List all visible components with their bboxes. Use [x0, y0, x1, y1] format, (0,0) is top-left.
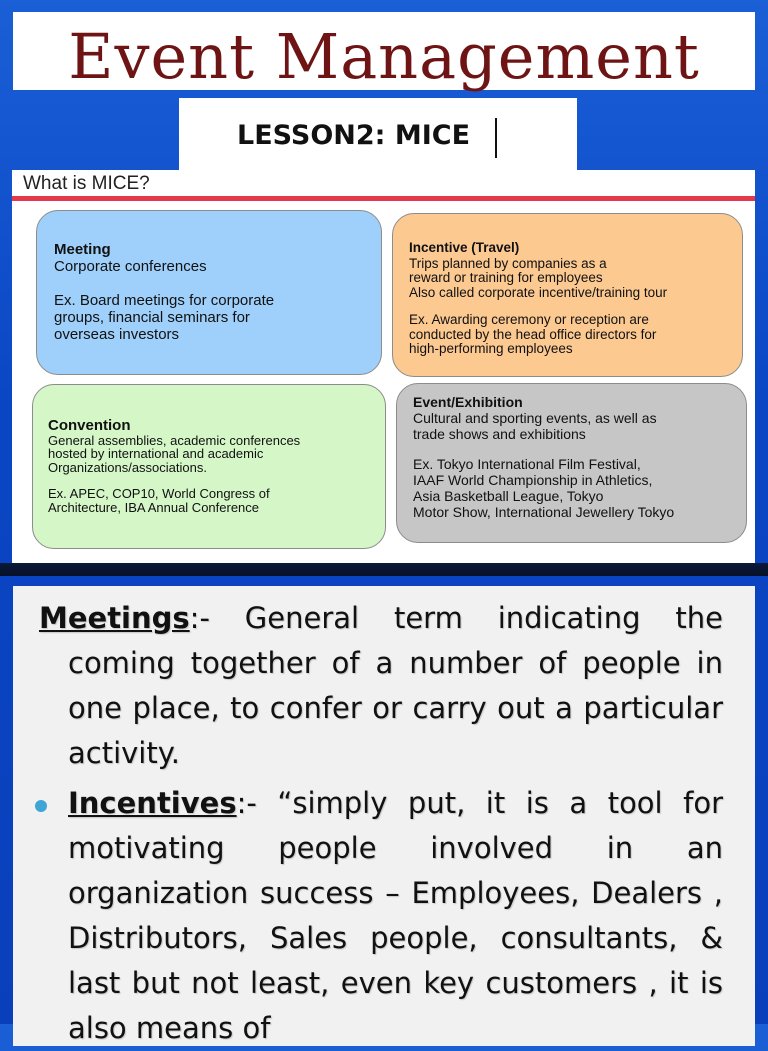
event-description: Cultural and sporting events, as well as trade shows and exhibitions — [413, 410, 657, 442]
mice-diagram — [12, 170, 755, 563]
meetings-paragraph — [39, 596, 723, 776]
slide-separator — [0, 563, 768, 576]
lesson-banner — [179, 98, 577, 170]
event-exhibition-card — [396, 383, 747, 543]
meeting-card — [36, 210, 382, 375]
heading-divider — [12, 196, 755, 201]
incentives-paragraph — [68, 781, 723, 1051]
definitions-panel — [13, 586, 755, 1046]
convention-example: Ex. APEC, COP10, World Congress of Architecture, IBA Annual Conference — [48, 486, 270, 515]
incentive-description: Trips planned by companies as a reward or training for employees Also called corporate incentive/training tour — [409, 255, 668, 300]
incentives-term: Incentives — [68, 786, 237, 820]
incentive-card — [392, 213, 743, 377]
meeting-subtitle: Corporate conferences — [54, 258, 207, 275]
title-banner — [13, 12, 755, 93]
slide-title: Event Management — [68, 20, 700, 93]
convention-title: Convention — [48, 417, 131, 434]
convention-description: General assemblies, academic conferences hosted by international and academic Organizations/associations. — [48, 432, 301, 475]
meeting-title: Meeting — [54, 241, 111, 258]
bullet-icon — [35, 800, 47, 812]
incentive-title: Incentive (Travel) — [409, 240, 520, 255]
mice-heading: What is MICE? — [23, 173, 150, 194]
incentive-example: Ex. Awarding ceremony or reception are conducted by the head office directors for high-performing employees — [409, 312, 657, 356]
event-example: Ex. Tokyo International Film Festival, IAAF World Championship in Athletics, Asia Basketball League, Tokyo Motor Show, International Jewellery Tokyo — [413, 456, 675, 520]
meetings-definition: :- General term indicating the coming together of a number of people in one place, to confer or carry out a particular activity. — [68, 601, 723, 770]
event-title: Event/Exhibition — [413, 394, 523, 410]
incentives-definition: :- “simply put, it is a tool for motivating people involved in an organization success – Employees, Dealers , Distributors, Sales people, consultants, & last but not least, even key customers , it is also means of — [68, 786, 723, 1045]
lesson-title: LESSON2: MICE — [237, 120, 471, 151]
convention-card — [32, 384, 386, 549]
meeting-example: Ex. Board meetings for corporate groups, financial seminars for overseas investors — [54, 292, 275, 343]
meetings-term: Meetings — [39, 601, 190, 635]
text-cursor — [495, 118, 497, 158]
